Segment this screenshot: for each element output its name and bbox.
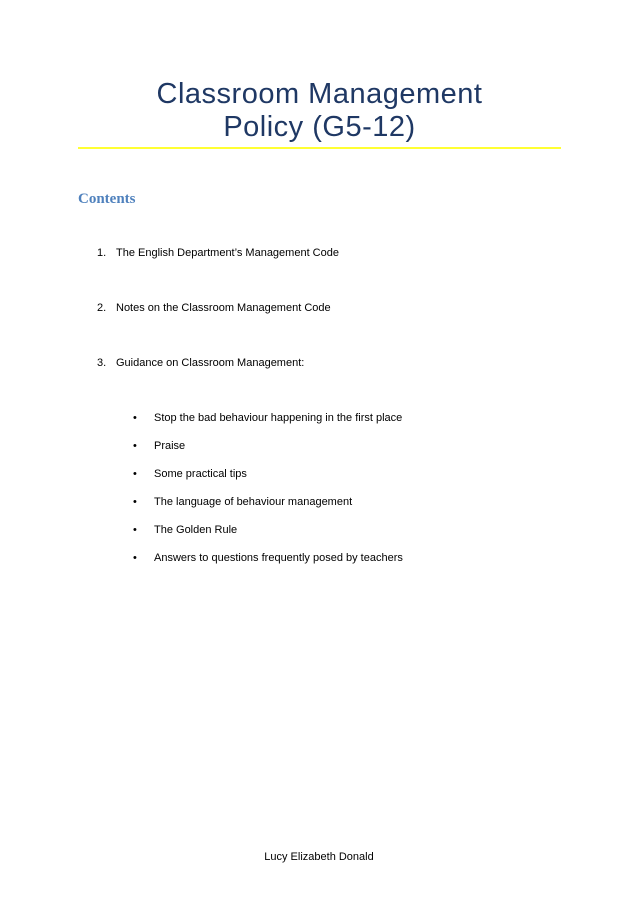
bullet-icon: • — [133, 468, 137, 480]
toc-item-label: Notes on the Classroom Management Code — [116, 302, 331, 314]
document-title-line-2: Policy (G5-12) — [223, 111, 416, 143]
guidance-subitem — [133, 439, 403, 453]
toc-item-number: 2. — [97, 302, 107, 314]
bullet-icon: • — [133, 496, 137, 508]
guidance-subitem — [133, 495, 403, 509]
document-title-line-1: Classroom Management — [156, 78, 483, 110]
toc-item-3 — [97, 356, 339, 370]
bullet-icon: • — [133, 440, 137, 452]
guidance-subitem — [133, 551, 403, 565]
toc-item-2 — [97, 301, 339, 315]
table-of-contents — [97, 246, 339, 411]
guidance-subitem — [133, 523, 403, 537]
bullet-icon: • — [133, 412, 137, 424]
guidance-subitem-label: The Golden Rule — [154, 524, 238, 536]
guidance-subitem-label: Praise — [154, 440, 186, 452]
guidance-subitem-label: Answers to questions frequently posed by teachers — [154, 552, 403, 564]
guidance-subitem-label: Stop the bad behaviour happening in the first place — [154, 412, 403, 424]
title-underline-rule — [78, 147, 561, 149]
toc-item-number: 3. — [97, 357, 107, 369]
bullet-icon: • — [133, 524, 137, 536]
guidance-subitem-label: Some practical tips — [154, 468, 247, 480]
guidance-subitem — [133, 467, 403, 481]
bullet-icon: • — [133, 552, 137, 564]
guidance-subitems-list — [133, 411, 403, 579]
guidance-subitem — [133, 411, 403, 425]
guidance-subitem-label: The language of behaviour management — [154, 496, 353, 508]
toc-item-number: 1. — [97, 247, 107, 259]
author-footer: Lucy Elizabeth Donald — [264, 851, 374, 863]
toc-item-label: Guidance on Classroom Management: — [116, 357, 305, 369]
contents-heading: Contents — [78, 191, 136, 207]
toc-item-1 — [97, 246, 339, 260]
toc-item-label: The English Department’s Management Code — [116, 247, 339, 259]
document-title — [78, 78, 561, 144]
